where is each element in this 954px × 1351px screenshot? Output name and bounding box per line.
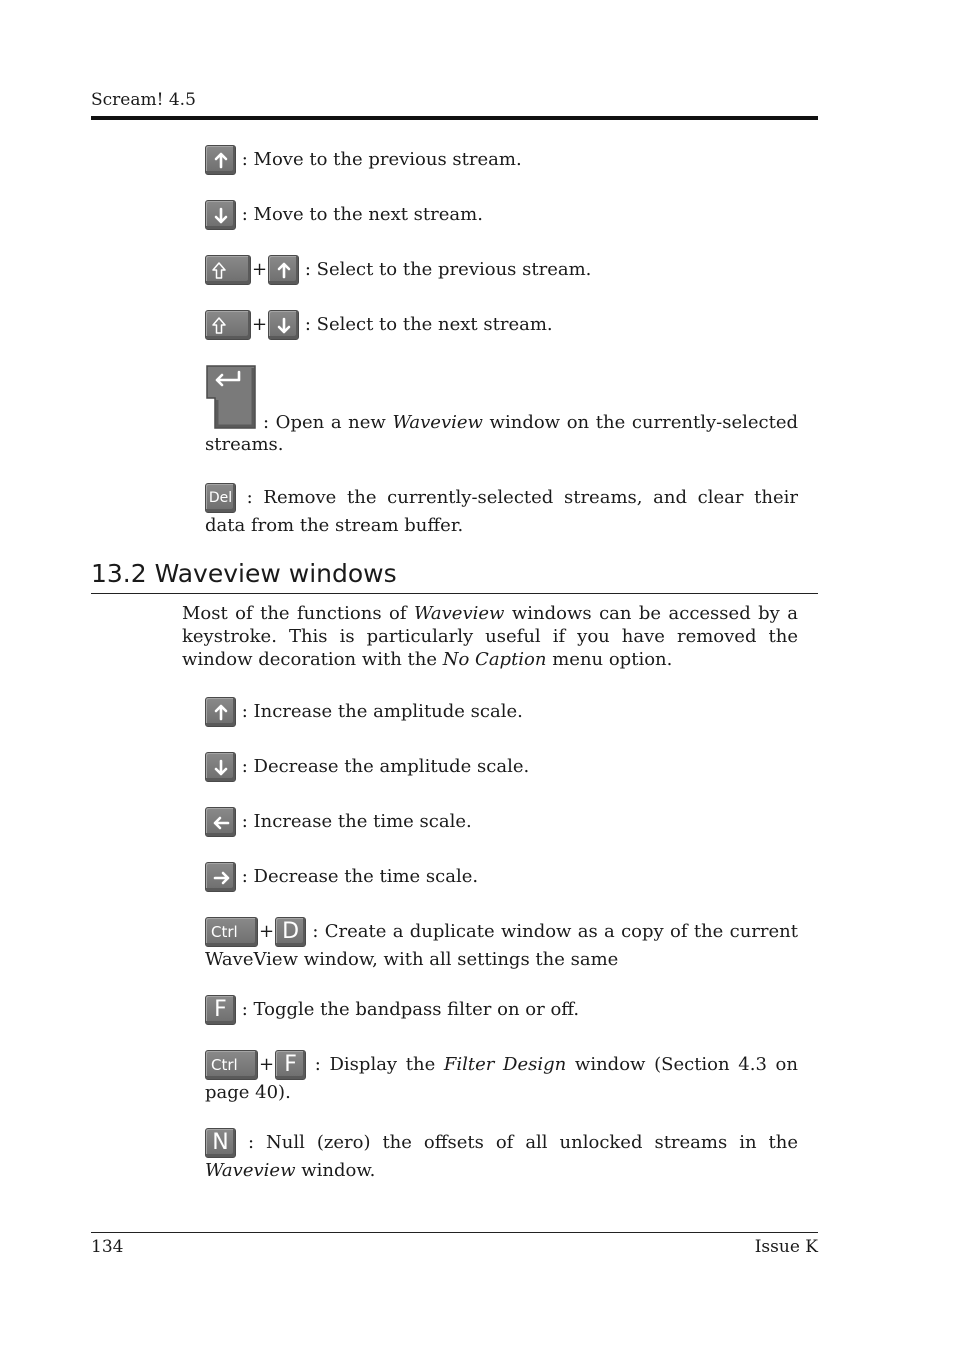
section-rule	[91, 593, 818, 594]
right-arrow-key-icon	[205, 862, 236, 892]
waveview-term: Waveview	[392, 412, 483, 433]
down-arrow-key-icon	[268, 310, 299, 340]
intro-text-cont: windows can be accessed by a keystroke. This is particularly useful if you have removed the window decoration with the	[182, 603, 798, 670]
shift-key-icon	[205, 310, 251, 340]
shortcut-description: : Display the	[314, 1054, 444, 1075]
shortcut-increase-amplitude	[205, 697, 798, 727]
shortcut-next-stream	[205, 200, 798, 230]
delete-key-icon: Del	[205, 483, 236, 513]
shortcut-filter-design	[205, 1050, 798, 1106]
n-key-icon: N	[205, 1128, 236, 1158]
up-arrow-key-icon	[205, 697, 236, 727]
shortcut-description-cont: window.	[295, 1160, 376, 1181]
f-key-icon: F	[205, 995, 236, 1025]
up-arrow-key-icon	[205, 145, 236, 175]
shortcut-select-previous-stream	[205, 255, 798, 285]
shortcut-description: : Select to the previous stream.	[304, 259, 592, 280]
section-heading: 13.2 Waveview windows	[91, 559, 397, 588]
shortcut-toggle-filter	[205, 995, 798, 1025]
left-arrow-key-icon	[205, 807, 236, 837]
footer-rule	[91, 1232, 818, 1233]
intro-text: Most of the functions of	[182, 603, 414, 624]
plus-sign: +	[252, 314, 268, 335]
section-intro-paragraph	[182, 602, 798, 671]
f-key-icon: F	[275, 1050, 306, 1080]
shortcut-previous-stream	[205, 145, 798, 175]
plus-sign: +	[259, 921, 275, 942]
shortcut-duplicate-window	[205, 917, 798, 973]
shortcut-description: : Increase the amplitude scale.	[241, 701, 523, 722]
down-arrow-key-icon	[205, 200, 236, 230]
shift-key-icon	[205, 255, 251, 285]
intro-text-end: menu option.	[546, 649, 673, 670]
header-rule	[91, 116, 818, 120]
down-arrow-key-icon	[205, 752, 236, 782]
shortcut-description: : Create a duplicate window as a copy of the current WaveView window, with all settings the same	[205, 921, 798, 970]
shortcut-remove-streams	[205, 483, 798, 539]
shortcut-description: : Null (zero) the offsets of all unlocked streams in the	[247, 1132, 798, 1153]
shortcut-select-next-stream	[205, 310, 798, 340]
shortcut-description-cont: window (Section 4.3 on page 40).	[205, 1054, 798, 1103]
shortcut-increase-time-scale	[205, 807, 798, 837]
up-arrow-key-icon	[268, 255, 299, 285]
shortcut-null-offsets	[205, 1128, 798, 1184]
shortcut-description: : Remove the currently-selected streams, and clear their data from the stream buffer.	[205, 487, 798, 536]
shortcut-description: : Move to the previous stream.	[241, 149, 522, 170]
ctrl-key-icon: Ctrl	[205, 1050, 258, 1080]
page-number: 134	[91, 1237, 124, 1257]
shortcut-description: : Open a new	[263, 412, 393, 433]
no-caption-term: No Caption	[442, 649, 547, 670]
shortcut-decrease-time-scale	[205, 862, 798, 892]
shortcut-description: : Decrease the time scale.	[241, 866, 479, 887]
shortcut-description: : Move to the next stream.	[241, 204, 483, 225]
ctrl-key-icon: Ctrl	[205, 917, 258, 947]
shortcut-description-cont: window on the currently-selected streams.	[205, 412, 798, 455]
shortcut-description: : Select to the next stream.	[304, 314, 553, 335]
shortcut-open-waveview	[205, 412, 798, 456]
plus-sign: +	[259, 1054, 275, 1075]
filter-design-term: Filter Design	[443, 1054, 567, 1075]
issue-label: Issue K	[754, 1237, 818, 1257]
shortcut-description: : Toggle the bandpass filter on or off.	[241, 999, 580, 1020]
d-key-icon: D	[275, 917, 306, 947]
plus-sign: +	[252, 259, 268, 280]
waveview-term: Waveview	[413, 603, 505, 624]
waveview-term: Waveview	[205, 1160, 296, 1181]
shortcut-decrease-amplitude	[205, 752, 798, 782]
shortcut-description: : Decrease the amplitude scale.	[241, 756, 530, 777]
running-header: Scream! 4.5	[91, 90, 196, 110]
shortcut-description: : Increase the time scale.	[241, 811, 472, 832]
